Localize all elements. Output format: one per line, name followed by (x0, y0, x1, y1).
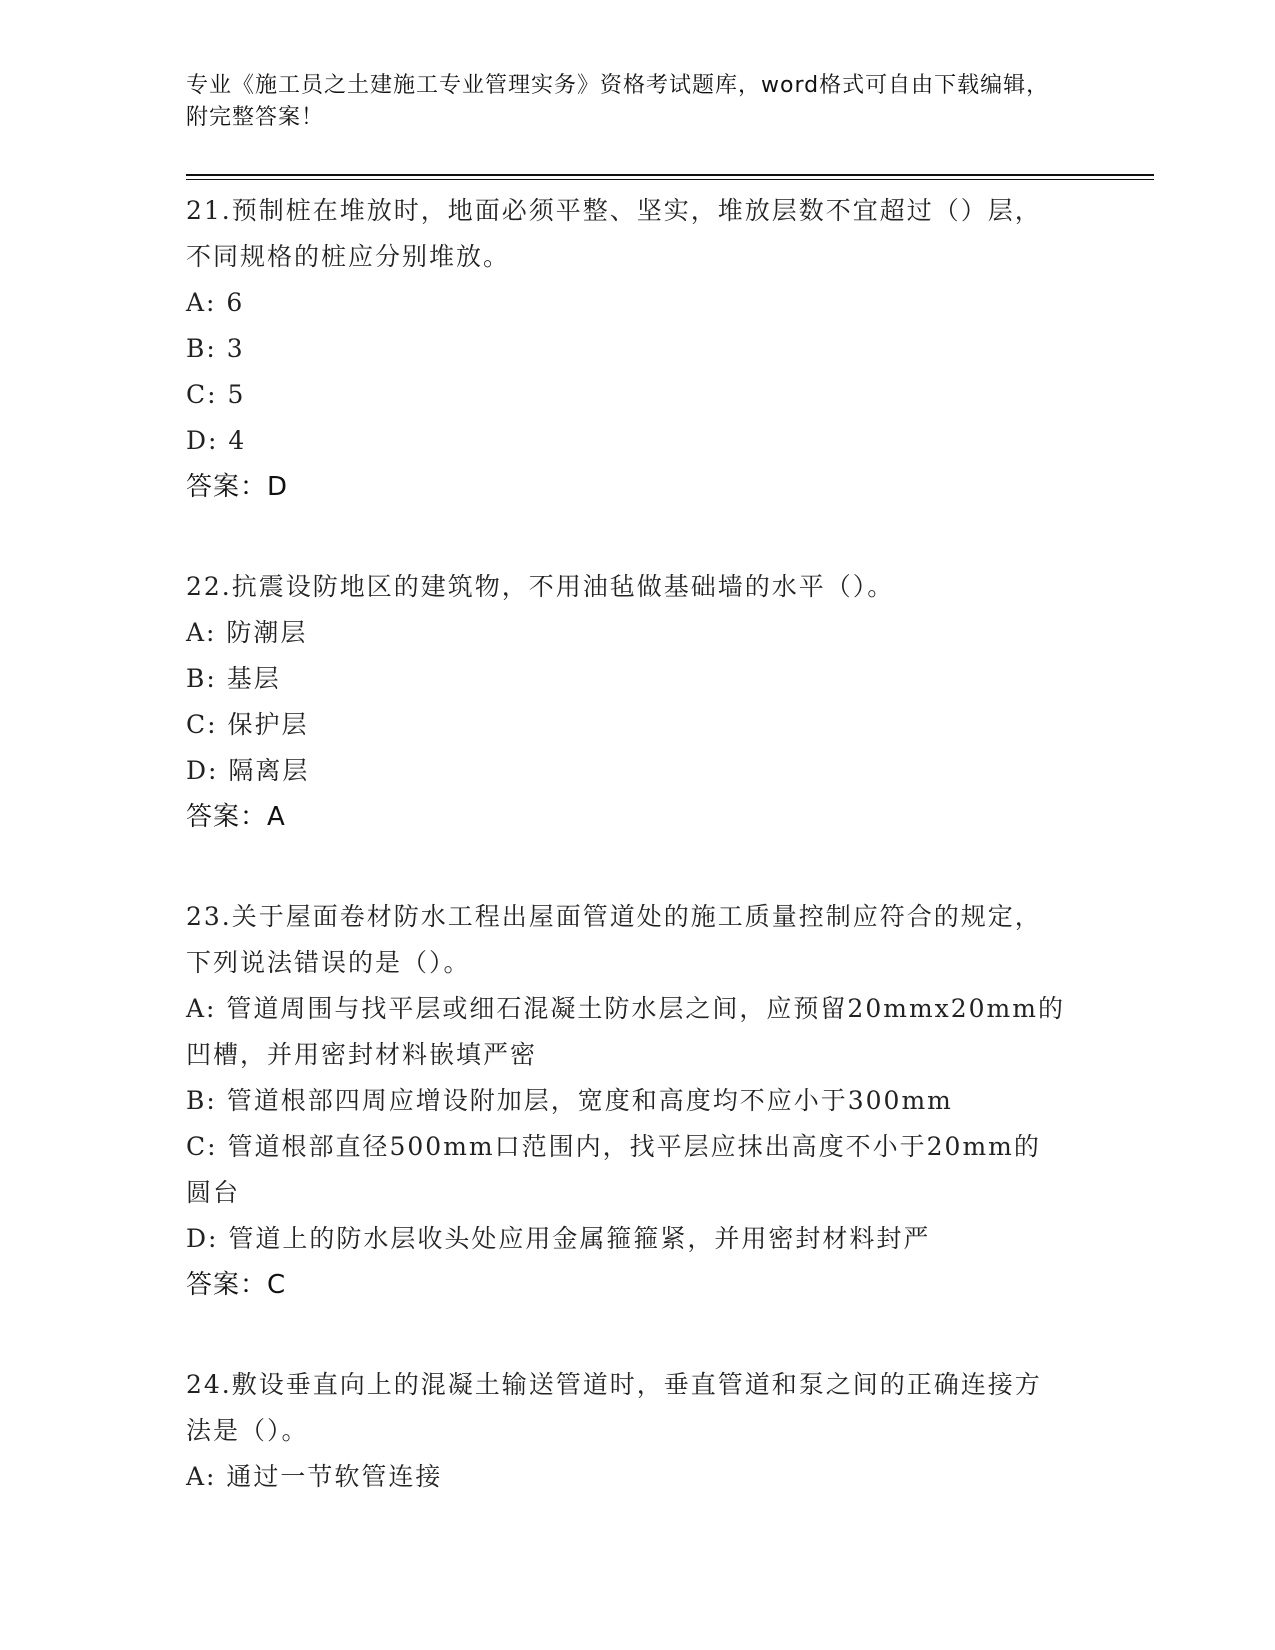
option-a: A: 通过一节软管连接 (186, 1462, 443, 1491)
option-b: B: 管道根部四周应增设附加层，宽度和高度均不应小于300mm (186, 1086, 953, 1115)
question-21 (186, 188, 1086, 510)
option-d: D: 4 (186, 426, 247, 455)
option-d: D: 隔离层 (186, 756, 310, 785)
question-24 (186, 1362, 1086, 1500)
document-page (186, 70, 1086, 1500)
answer: 答案：C (186, 1270, 287, 1300)
option-c: C: 5 (186, 380, 246, 409)
answer: 答案：D (186, 472, 289, 502)
option-b: B: 基层 (186, 664, 281, 693)
option-a: A: 6 (186, 288, 245, 317)
question-23 (186, 894, 1086, 1308)
header-divider (186, 174, 1154, 180)
option-b: B: 3 (186, 334, 245, 363)
option-d: D: 管道上的防水层收头处应用金属箍箍紧，并用密封材料封严 (186, 1224, 931, 1253)
question-text: 24.敷设垂直向上的混凝土输送管道时，垂直管道和泵之间的正确连接方法是（）。 (186, 1370, 1042, 1445)
option-a: A: 管道周围与找平层或细石混凝土防水层之间，应预留20mmx20mm的凹槽，并用密封材料嵌填严密 (186, 994, 1065, 1069)
question-text: 21.预制桩在堆放时，地面必须平整、坚实，堆放层数不宜超过（）层，不同规格的桩应分别堆放。 (186, 196, 1042, 271)
document-header: 专业《施工员之土建施工专业管理实务》资格考试题库，word格式可自由下载编辑，附完整答案！ (186, 73, 1050, 130)
option-c: C: 保护层 (186, 710, 309, 739)
option-c: C: 管道根部直径500mm口范围内，找平层应抹出高度不小于20mm的圆台 (186, 1132, 1041, 1207)
question-text: 23.关于屋面卷材防水工程出屋面管道处的施工质量控制应符合的规定，下列说法错误的是（）。 (186, 902, 1042, 977)
option-a: A: 防潮层 (186, 618, 308, 647)
question-text: 22.抗震设防地区的建筑物，不用油毡做基础墙的水平（）。 (186, 572, 895, 601)
answer: 答案：A (186, 802, 286, 832)
question-22 (186, 564, 1086, 840)
